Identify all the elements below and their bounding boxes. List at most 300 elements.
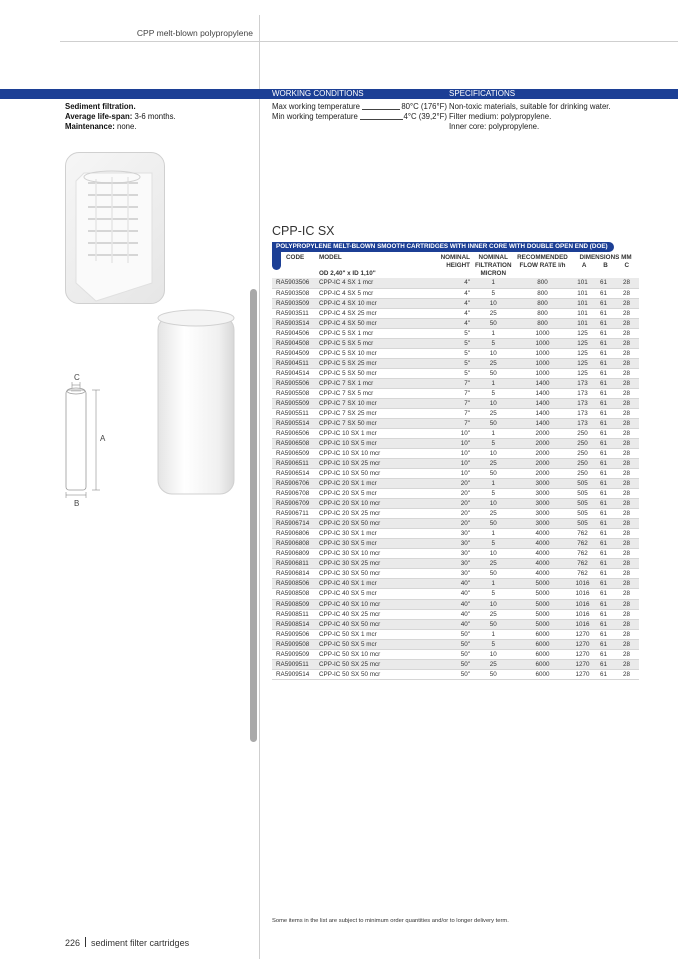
cell-dim-c: 28 [615, 278, 639, 288]
cell-height: 40" [438, 619, 474, 629]
cell-dim-a: 505 [573, 479, 593, 489]
cell-height: 10" [438, 428, 474, 438]
cell-height: 20" [438, 499, 474, 509]
cell-dim-b: 61 [593, 499, 615, 509]
table-row [272, 388, 639, 398]
cell-flow: 5000 [513, 579, 573, 589]
cell-dim-b: 61 [593, 469, 615, 479]
cell-height: 7" [438, 378, 474, 388]
cell-flow: 800 [513, 298, 573, 308]
cell-dim-a: 762 [573, 569, 593, 579]
table-row [272, 529, 639, 539]
cell-model: CPP-IC 5 SX 50 mcr [318, 368, 438, 378]
cell-height: 40" [438, 609, 474, 619]
cell-dim-b: 61 [593, 298, 615, 308]
cartridge-photo [152, 306, 242, 502]
cell-flow: 1400 [513, 388, 573, 398]
cell-dim-c: 28 [615, 449, 639, 459]
dim-label-c: C [74, 373, 80, 382]
maintenance-value: none. [114, 122, 137, 131]
cell-dim-a: 101 [573, 288, 593, 298]
cell-code: RA5903514 [272, 318, 318, 328]
min-temp-label: Min working temperature [272, 112, 358, 121]
col-model-sub: OD 2,40" x ID 1,10" [319, 270, 376, 277]
col-model-label: MODEL [319, 254, 342, 261]
dimension-drawing [58, 368, 118, 508]
cell-dim-a: 173 [573, 398, 593, 408]
cell-flow: 3000 [513, 499, 573, 509]
table-row [272, 378, 639, 388]
dim-label-a: A [100, 434, 106, 443]
cell-micron: 5 [474, 288, 513, 298]
cell-flow: 5000 [513, 609, 573, 619]
table-row [272, 288, 639, 298]
col-flow-line2: FLOW RATE l/h [519, 262, 566, 269]
cell-dim-a: 505 [573, 499, 593, 509]
cell-flow: 1000 [513, 358, 573, 368]
cell-height: 7" [438, 418, 474, 428]
cell-height: 50" [438, 649, 474, 659]
cell-model: CPP-IC 7 SX 25 mcr [318, 408, 438, 418]
cell-flow: 2000 [513, 449, 573, 459]
max-temp-label: Max working temperature [272, 102, 360, 111]
col-height-line2: HEIGHT [446, 262, 470, 269]
cell-micron: 50 [474, 318, 513, 328]
cell-dim-a: 762 [573, 539, 593, 549]
cell-model: CPP-IC 5 SX 1 mcr [318, 328, 438, 338]
cell-dim-c: 28 [615, 559, 639, 569]
cell-dim-c: 28 [615, 459, 639, 469]
cell-model: CPP-IC 5 SX 10 mcr [318, 348, 438, 358]
cell-dim-a: 1016 [573, 589, 593, 599]
cell-model: CPP-IC 4 SX 25 mcr [318, 308, 438, 318]
dimension-diagram [58, 368, 118, 508]
cell-flow: 4000 [513, 539, 573, 549]
min-temp-row [272, 112, 447, 122]
cell-model: CPP-IC 7 SX 10 mcr [318, 398, 438, 408]
cell-micron: 5 [474, 589, 513, 599]
cell-code: RA5905509 [272, 398, 318, 408]
cell-height: 50" [438, 669, 474, 679]
table-row [272, 439, 639, 449]
cell-dim-b: 61 [593, 509, 615, 519]
cell-micron: 50 [474, 469, 513, 479]
cell-dim-b: 61 [593, 288, 615, 298]
cell-height: 10" [438, 449, 474, 459]
maintenance-label: Maintenance: [65, 122, 115, 131]
cell-micron: 25 [474, 509, 513, 519]
col-filtration-line3: MICRON [480, 270, 507, 277]
cell-dim-a: 125 [573, 358, 593, 368]
table-row [272, 579, 639, 589]
table-row [272, 449, 639, 459]
cell-dim-a: 250 [573, 459, 593, 469]
cell-micron: 25 [474, 559, 513, 569]
cell-flow: 1000 [513, 328, 573, 338]
cell-micron: 50 [474, 669, 513, 679]
cell-code: RA5906708 [272, 489, 318, 499]
cell-dim-b: 61 [593, 479, 615, 489]
table-body [272, 278, 639, 679]
cell-code: RA5906509 [272, 449, 318, 459]
cell-dim-a: 762 [573, 549, 593, 559]
dim-label-b: B [74, 499, 80, 508]
table-row [272, 318, 639, 328]
table-row [272, 338, 639, 348]
cell-dim-c: 28 [615, 609, 639, 619]
cell-dim-c: 28 [615, 479, 639, 489]
side-tab-marker [250, 289, 257, 742]
cell-dim-c: 28 [615, 529, 639, 539]
cell-dim-a: 250 [573, 439, 593, 449]
table-row [272, 509, 639, 519]
cell-dim-a: 1016 [573, 599, 593, 609]
cell-dim-c: 28 [615, 358, 639, 368]
cell-height: 7" [438, 398, 474, 408]
col-flow [513, 254, 573, 278]
cell-code: RA5908506 [272, 579, 318, 589]
life-span-value: 3-6 months. [132, 112, 176, 121]
table-row [272, 499, 639, 509]
cell-height: 40" [438, 589, 474, 599]
cell-model: CPP-IC 30 SX 50 mcr [318, 569, 438, 579]
cell-dim-a: 101 [573, 298, 593, 308]
cell-model: CPP-IC 50 SX 25 mcr [318, 659, 438, 669]
cell-height: 4" [438, 288, 474, 298]
cell-dim-c: 28 [615, 388, 639, 398]
cell-dim-b: 61 [593, 669, 615, 679]
col-height-line1: NOMINAL [440, 254, 470, 261]
cell-dim-b: 61 [593, 408, 615, 418]
cell-height: 20" [438, 519, 474, 529]
cell-micron: 10 [474, 649, 513, 659]
cell-code: RA5906811 [272, 559, 318, 569]
table-row [272, 559, 639, 569]
col-dimensions [573, 254, 639, 278]
cell-model: CPP-IC 5 SX 5 mcr [318, 338, 438, 348]
cell-micron: 5 [474, 489, 513, 499]
table-row [272, 539, 639, 549]
cell-height: 5" [438, 368, 474, 378]
cell-height: 7" [438, 408, 474, 418]
cell-dim-a: 125 [573, 338, 593, 348]
cell-dim-c: 28 [615, 649, 639, 659]
cell-micron: 25 [474, 459, 513, 469]
cell-micron: 5 [474, 639, 513, 649]
cell-height: 7" [438, 388, 474, 398]
cell-height: 30" [438, 539, 474, 549]
cell-model: CPP-IC 20 SX 1 mcr [318, 479, 438, 489]
cell-dim-b: 61 [593, 549, 615, 559]
cell-code: RA5903506 [272, 278, 318, 288]
cell-model: CPP-IC 30 SX 5 mcr [318, 539, 438, 549]
cell-micron: 1 [474, 378, 513, 388]
cell-dim-a: 125 [573, 348, 593, 358]
cell-dim-a: 1270 [573, 659, 593, 669]
cell-dim-b: 61 [593, 398, 615, 408]
cell-micron: 10 [474, 499, 513, 509]
cell-flow: 2000 [513, 428, 573, 438]
specifications-title: SPECIFICATIONS [449, 89, 516, 98]
life-span-label: Average life-span: [65, 112, 133, 121]
cell-dim-c: 28 [615, 619, 639, 629]
cell-dim-b: 61 [593, 659, 615, 669]
cell-micron: 10 [474, 348, 513, 358]
cell-dim-c: 28 [615, 338, 639, 348]
cell-dim-b: 61 [593, 609, 615, 619]
cell-model: CPP-IC 4 SX 5 mcr [318, 288, 438, 298]
table-row [272, 629, 639, 639]
cell-flow: 4000 [513, 549, 573, 559]
cell-code: RA5908509 [272, 599, 318, 609]
cell-model: CPP-IC 50 SX 50 mcr [318, 669, 438, 679]
cell-dim-c: 28 [615, 439, 639, 449]
cell-code: RA5905508 [272, 388, 318, 398]
cell-dim-b: 61 [593, 439, 615, 449]
cell-dim-c: 28 [615, 639, 639, 649]
page-number: 226 [65, 938, 81, 948]
table-row [272, 619, 639, 629]
table-header-row [272, 254, 639, 278]
cell-model: CPP-IC 20 SX 5 mcr [318, 489, 438, 499]
cell-flow: 5000 [513, 619, 573, 629]
cell-height: 10" [438, 439, 474, 449]
cell-model: CPP-IC 10 SX 10 mcr [318, 449, 438, 459]
table-row [272, 298, 639, 308]
col-dim-c: C [624, 262, 630, 269]
cell-dim-b: 61 [593, 418, 615, 428]
footer-section: sediment filter cartridges [91, 938, 190, 948]
cell-dim-c: 28 [615, 659, 639, 669]
cell-model: CPP-IC 40 SX 10 mcr [318, 599, 438, 609]
cell-model: CPP-IC 7 SX 1 mcr [318, 378, 438, 388]
table-row [272, 489, 639, 499]
cell-code: RA5906514 [272, 469, 318, 479]
cell-dim-c: 28 [615, 599, 639, 609]
leader-line [360, 119, 403, 120]
cell-dim-b: 61 [593, 338, 615, 348]
cell-dim-c: 28 [615, 368, 639, 378]
cell-dim-a: 762 [573, 559, 593, 569]
cell-dim-b: 61 [593, 639, 615, 649]
cell-dim-b: 61 [593, 449, 615, 459]
cell-dim-c: 28 [615, 308, 639, 318]
cell-micron: 1 [474, 479, 513, 489]
cell-dim-a: 1270 [573, 629, 593, 639]
cell-dim-a: 125 [573, 328, 593, 338]
cell-flow: 4000 [513, 529, 573, 539]
cell-height: 5" [438, 348, 474, 358]
cell-dim-c: 28 [615, 629, 639, 639]
summary-line-1: Sediment filtration. [65, 102, 136, 111]
table-row [272, 308, 639, 318]
specifications [449, 102, 611, 132]
cell-code: RA5904509 [272, 348, 318, 358]
cell-flow: 1400 [513, 398, 573, 408]
cell-model: CPP-IC 40 SX 5 mcr [318, 589, 438, 599]
cell-height: 4" [438, 278, 474, 288]
cell-model: CPP-IC 40 SX 1 mcr [318, 579, 438, 589]
cell-code: RA5905511 [272, 408, 318, 418]
cell-dim-c: 28 [615, 288, 639, 298]
footnote: Some items in the list are subject to minimum order quantities and/or to longer delivery term. [272, 918, 509, 924]
table-row [272, 278, 639, 288]
max-temp-value: 80°C (176°F) [401, 102, 447, 111]
table-row [272, 348, 639, 358]
cell-flow: 800 [513, 318, 573, 328]
cell-flow: 1400 [513, 378, 573, 388]
cell-dim-b: 61 [593, 378, 615, 388]
cell-height: 5" [438, 358, 474, 368]
cell-flow: 800 [513, 288, 573, 298]
cell-code: RA5904514 [272, 368, 318, 378]
cell-flow: 5000 [513, 599, 573, 609]
cell-dim-b: 61 [593, 428, 615, 438]
cell-code: RA5908514 [272, 619, 318, 629]
col-dimensions-sub [574, 262, 638, 270]
table-row [272, 589, 639, 599]
cell-flow: 800 [513, 308, 573, 318]
cell-dim-c: 28 [615, 398, 639, 408]
section-header: CPP melt-blown polypropylene [136, 28, 253, 38]
table-row [272, 428, 639, 438]
cell-flow: 3000 [513, 489, 573, 499]
cell-model: CPP-IC 4 SX 1 mcr [318, 278, 438, 288]
table-row [272, 659, 639, 669]
cell-height: 4" [438, 298, 474, 308]
product-summary [65, 102, 176, 132]
table-row [272, 368, 639, 378]
cell-dim-a: 173 [573, 408, 593, 418]
cell-flow: 4000 [513, 569, 573, 579]
working-conditions-title: WORKING CONDITIONS [272, 89, 364, 98]
cell-height: 5" [438, 328, 474, 338]
min-temp-value: 4°C (39,2°F) [403, 112, 447, 121]
cell-code: RA5906506 [272, 428, 318, 438]
cell-model: CPP-IC 50 SX 5 mcr [318, 639, 438, 649]
leader-line [362, 109, 400, 110]
cell-micron: 10 [474, 599, 513, 609]
cell-dim-c: 28 [615, 669, 639, 679]
cell-dim-a: 1270 [573, 639, 593, 649]
cell-code: RA5906806 [272, 529, 318, 539]
spec-line: Filter medium: polypropylene. [449, 112, 552, 121]
cell-dim-b: 61 [593, 489, 615, 499]
cell-flow: 6000 [513, 649, 573, 659]
cell-height: 50" [438, 629, 474, 639]
cell-dim-b: 61 [593, 619, 615, 629]
table-row [272, 408, 639, 418]
cell-model: CPP-IC 40 SX 50 mcr [318, 619, 438, 629]
cell-code: RA5906709 [272, 499, 318, 509]
spec-line: Inner core: polypropylene. [449, 122, 540, 131]
cell-micron: 25 [474, 659, 513, 669]
cell-code: RA5908511 [272, 609, 318, 619]
spacer [319, 262, 437, 270]
cell-code: RA5908508 [272, 589, 318, 599]
cell-model: CPP-IC 4 SX 50 mcr [318, 318, 438, 328]
cell-dim-a: 250 [573, 428, 593, 438]
col-filtration [474, 254, 513, 278]
cell-dim-c: 28 [615, 418, 639, 428]
cell-model: CPP-IC 20 SX 25 mcr [318, 509, 438, 519]
col-filtration-line2: FILTRATION [475, 262, 512, 269]
table-row [272, 418, 639, 428]
cell-micron: 1 [474, 579, 513, 589]
page-footer [65, 937, 189, 948]
cell-dim-a: 173 [573, 388, 593, 398]
cell-code: RA5906508 [272, 439, 318, 449]
cell-micron: 5 [474, 539, 513, 549]
table-row [272, 398, 639, 408]
cell-dim-b: 61 [593, 368, 615, 378]
cell-dim-a: 173 [573, 378, 593, 388]
cell-model: CPP-IC 10 SX 50 mcr [318, 469, 438, 479]
cell-micron: 50 [474, 368, 513, 378]
cell-code: RA5909508 [272, 639, 318, 649]
table-row [272, 569, 639, 579]
cell-code: RA5904511 [272, 358, 318, 368]
table-row [272, 599, 639, 609]
cell-dim-c: 28 [615, 589, 639, 599]
col-dim-b: B [603, 262, 608, 269]
cell-model: CPP-IC 10 SX 25 mcr [318, 459, 438, 469]
cell-flow: 1400 [513, 408, 573, 418]
cell-height: 50" [438, 639, 474, 649]
cell-micron: 1 [474, 328, 513, 338]
cell-micron: 50 [474, 519, 513, 529]
cell-dim-b: 61 [593, 348, 615, 358]
cell-flow: 3000 [513, 509, 573, 519]
cell-flow: 6000 [513, 659, 573, 669]
cell-dim-c: 28 [615, 298, 639, 308]
table-row [272, 459, 639, 469]
cell-height: 20" [438, 489, 474, 499]
cell-flow: 1000 [513, 338, 573, 348]
cell-height: 10" [438, 469, 474, 479]
cell-dim-c: 28 [615, 539, 639, 549]
cell-model: CPP-IC 20 SX 10 mcr [318, 499, 438, 509]
col-flow-line1: RECOMMENDED [517, 254, 568, 261]
cell-model: CPP-IC 5 SX 25 mcr [318, 358, 438, 368]
cell-model: CPP-IC 40 SX 25 mcr [318, 609, 438, 619]
cell-code: RA5903508 [272, 288, 318, 298]
cell-height: 40" [438, 599, 474, 609]
table-row [272, 609, 639, 619]
table-row [272, 328, 639, 338]
cell-model: CPP-IC 30 SX 10 mcr [318, 549, 438, 559]
cell-dim-a: 250 [573, 469, 593, 479]
cell-code: RA5906711 [272, 509, 318, 519]
cell-dim-a: 125 [573, 368, 593, 378]
cell-dim-c: 28 [615, 519, 639, 529]
cell-code: RA5909514 [272, 669, 318, 679]
cell-micron: 1 [474, 278, 513, 288]
cell-code: RA5909511 [272, 659, 318, 669]
cell-dim-b: 61 [593, 629, 615, 639]
cell-flow: 6000 [513, 639, 573, 649]
inner-core-photo [65, 152, 165, 304]
cell-dim-c: 28 [615, 499, 639, 509]
cell-micron: 50 [474, 569, 513, 579]
col-code: CODE [286, 254, 305, 261]
cell-model: CPP-IC 7 SX 5 mcr [318, 388, 438, 398]
cell-dim-b: 61 [593, 388, 615, 398]
cell-dim-a: 173 [573, 418, 593, 428]
cell-dim-a: 250 [573, 449, 593, 459]
product-table [272, 254, 639, 680]
table-row [272, 639, 639, 649]
